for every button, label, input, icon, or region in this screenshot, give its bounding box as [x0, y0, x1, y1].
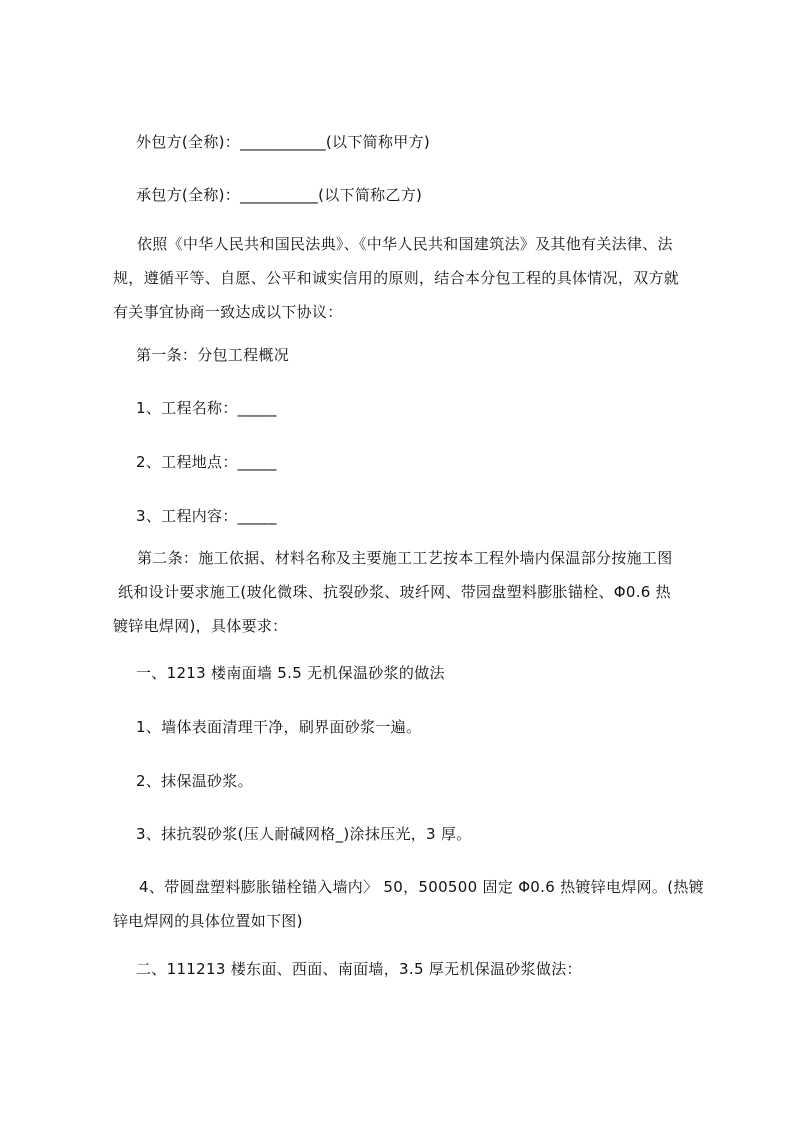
article1-title: 第一条：分包工程概况: [136, 346, 290, 364]
article1-item: 2、工程地点：_____: [136, 453, 277, 471]
article1-item: 1、工程名称：_____: [136, 399, 277, 417]
article2-line: 镀锌电焊网)，具体要求：: [113, 617, 288, 635]
section2-title: 二、111213 楼东面、西面、南面墙，3.5 厚无机保温砂浆做法：: [136, 960, 582, 978]
section1-step: 1、墙体表面清理干净，刷界面砂浆一遍。: [136, 718, 422, 736]
preamble-line: 规，遵循平等、自愿、公平和诚实信用的原则，结合本分包工程的具体情况，双方就: [113, 269, 680, 287]
article2-line: 第二条：施工依据、材料名称及主要施工工艺按本工程外墙内保温部分按施工图: [137, 549, 673, 567]
article1-item: 3、工程内容：_____: [136, 507, 277, 525]
step4-line: 4、带圆盘塑料膨胀锚栓锚入墙内〉 50，500500 固定 Φ0.6 热镀锌电焊网。(热镀: [139, 878, 704, 896]
preamble-paragraph: [113, 227, 679, 329]
section1-step: 3、抹抗裂砂浆(压人耐碱网格_)涂抹压光，3 厚。: [136, 825, 472, 843]
article2-line: 纸和设计要求施工(玻化微珠、抗裂砂浆、玻纤网、带园盘塑料膨胀锚栓、Φ0.6 热: [118, 583, 671, 601]
party-b-line: 承包方(全称)：__________(以下简称乙方): [136, 186, 423, 204]
step4-line: 锌电焊网的具体位置如下图): [113, 912, 303, 930]
section1-step: 2、抹保温砂浆。: [136, 772, 253, 790]
preamble-line: 依照《中华人民共和国民法典》、《中华人民共和国建筑法》及其他有关法律、法: [137, 235, 673, 253]
step4-paragraph: [113, 870, 704, 938]
section1-title: 一、1213 楼南面墙 5.5 无机保温砂浆的做法: [136, 664, 445, 682]
party-a-line: 外包方(全称)：___________(以下简称甲方): [136, 133, 431, 151]
article2-paragraph: [113, 541, 673, 643]
preamble-line: 有关事宜协商一致达成以下协议：: [113, 303, 343, 321]
